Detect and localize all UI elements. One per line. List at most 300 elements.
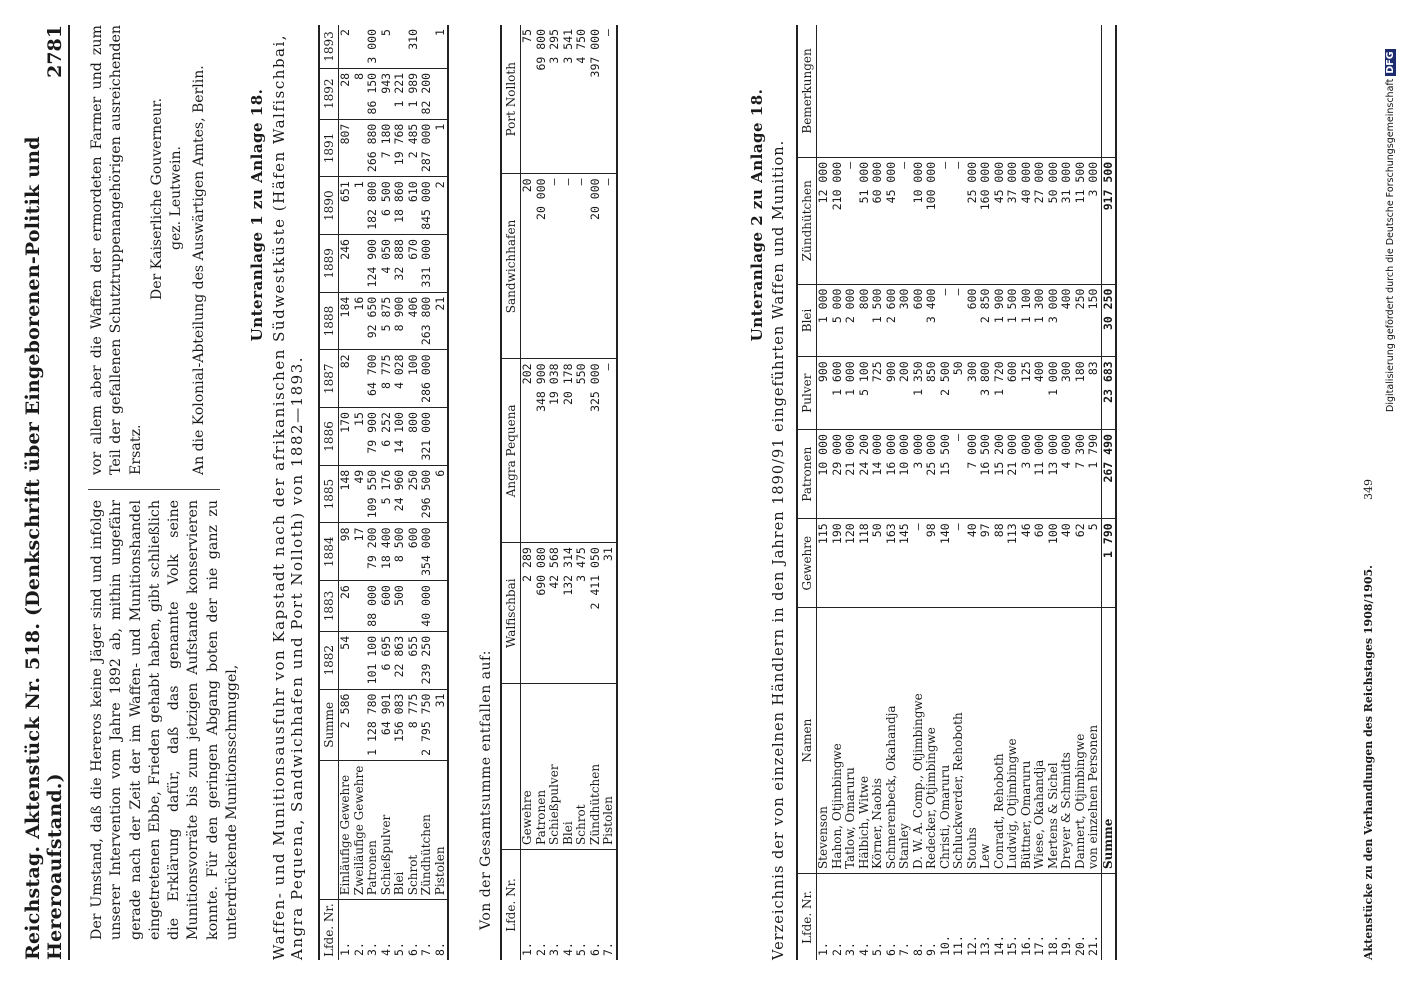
annex1-cell: 19 768 <box>393 119 407 177</box>
annex2-cell <box>898 25 912 157</box>
annex1-cell: 170 <box>339 408 353 466</box>
breakdown-cell: Blei <box>562 684 576 850</box>
breakdown-cell: Patronen <box>535 684 549 850</box>
annex1-cell: 321 000 <box>420 408 434 466</box>
annex1-cell: 24 960 <box>393 465 407 523</box>
annex1-cell: 670 <box>407 235 421 293</box>
annex2-row <box>979 25 993 960</box>
annex2-cell: 13. <box>978 935 992 956</box>
annex2-cell: — <box>912 519 926 608</box>
annex2-sum-row <box>1101 25 1116 960</box>
annex1-cell: 64 901 <box>380 689 394 761</box>
annex2-row <box>1006 25 1020 960</box>
annex2-cell: Lew <box>979 608 993 874</box>
annex2-cell: 2 500 <box>939 357 953 430</box>
annex2-cell: 145 <box>898 519 912 608</box>
annex1-cell: 184 <box>339 292 353 350</box>
annex2-cell: Redecker, Otjimbingwe <box>925 608 939 874</box>
annex2-cell: 3. <box>843 942 857 956</box>
annex2-cell: Stanley <box>898 608 912 874</box>
annex2-cell: 100 000 <box>925 157 939 284</box>
annex1-cell: 3. <box>365 942 379 956</box>
annex1-cell: 28 <box>339 68 353 119</box>
annex2-sum-cell: 1 790 <box>1101 519 1116 608</box>
annex1-cell <box>434 523 449 581</box>
annex1-cell: Schrot <box>407 761 421 900</box>
breakdown-cell: 2. <box>533 942 548 956</box>
breakdown-cell: 3 475 <box>575 543 589 684</box>
annex1-cell: 21 <box>434 292 449 350</box>
annex1-cell: 1. <box>338 942 352 956</box>
dfg-stamp-text: Digitalisierung gefördert durch die Deutsche Forschungsgemeinschaft <box>1385 78 1396 412</box>
annex2-cell: Stevenson <box>817 608 831 874</box>
annex2-cell: D. W. A. Comp., Otjimbingwe <box>912 608 926 874</box>
annex1-cell <box>353 631 367 689</box>
annex2-row <box>885 25 899 960</box>
breakdown-cell: 20 <box>521 174 535 359</box>
annex2-cell: 3 000 <box>1047 284 1061 357</box>
annex2-cell: 725 <box>871 357 885 430</box>
breakdown-cell: 7. <box>602 849 617 960</box>
annex1-cell: 5. <box>392 942 406 956</box>
annex1-row <box>407 25 421 960</box>
annex2-cell: 97 <box>979 519 993 608</box>
annex2-cell: 2. <box>829 942 844 956</box>
annex2-cell: 2 600 <box>885 284 899 357</box>
annex1-row <box>353 25 367 960</box>
annex1-cell: 2 795 750 <box>420 689 434 761</box>
annex1-cell: 8 775 <box>380 350 394 408</box>
annex1-cell: 1 989 <box>407 68 421 119</box>
annex1-cell: 5 176 <box>380 465 394 523</box>
annex2-cell <box>844 25 858 157</box>
annex1-cell: 100 <box>407 350 421 408</box>
annex1-heading: Unteranlage 1 zu Anlage 18. <box>248 88 266 342</box>
intro-text-2: vor allem aber die Waffen der ermordeten Farmer und zum Teil der gefallenen Schutztruppenangehörigen ausreichenden Ersatz. <box>89 25 144 475</box>
annex1-cell: 500 <box>393 581 407 632</box>
annex2-header-6: Zündhütchen <box>797 157 817 284</box>
annex1-header-0: Lfde. Nr. <box>319 900 339 960</box>
annex2-header-1: Namen <box>797 608 817 874</box>
page-header <box>22 25 70 960</box>
annex1-cell: 31 <box>434 689 449 761</box>
breakdown-header-0: Lfde. Nr. <box>501 849 521 960</box>
annex2-cell: 21. <box>1086 935 1100 956</box>
annex1-cell: 2 <box>434 177 449 235</box>
annex1-cell: 266 880 <box>366 119 380 177</box>
annex1-cell: 6 695 <box>380 631 394 689</box>
annex2-cell: 25 000 <box>966 157 980 284</box>
signature-name: gez. Leutwein. <box>168 146 184 250</box>
breakdown-cell: Zündhütchen <box>589 684 603 850</box>
annex2-cell: Dannert, Otjimbingwe <box>1074 608 1088 874</box>
annex2-cell: 10 000 <box>898 430 912 519</box>
annex2-cell: 16 500 <box>979 430 993 519</box>
annex2-heading: Unteranlage 2 zu Anlage 18. <box>748 88 766 342</box>
annex1-cell <box>434 235 449 293</box>
annex2-cell: — <box>952 284 966 357</box>
annex1-cell: 287 000 <box>420 119 434 177</box>
annex1-cell <box>353 350 367 408</box>
annex2-row <box>831 25 845 960</box>
annex2-cell: 9. <box>924 942 938 956</box>
annex2-cell: 5. <box>870 942 884 956</box>
breakdown-cell: — <box>602 174 617 359</box>
annex2-cell: 1 000 <box>844 357 858 430</box>
annex2-sum-cell: 30 250 <box>1101 284 1116 357</box>
signature-block <box>148 30 186 300</box>
annex2-sum-cell: 23 683 <box>1101 357 1116 430</box>
annex2-row <box>1033 25 1047 960</box>
annex1-cell: 14 100 <box>393 408 407 466</box>
annex2-cell: 1 600 <box>831 357 845 430</box>
header-rule <box>68 25 70 960</box>
annex2-cell <box>817 25 831 157</box>
annex2-header-5: Blei <box>797 284 817 357</box>
annex1-cell: 5 <box>380 25 394 68</box>
annex2-cell: 21 000 <box>844 430 858 519</box>
annex1-cell: 7. <box>419 942 433 956</box>
annex1-cell <box>434 581 449 632</box>
breakdown-intro: Von der Gesamtsumme entfallen auf: <box>478 650 494 930</box>
annex1-cell <box>353 581 367 632</box>
annex2-cell: 900 <box>817 357 831 430</box>
annex1-cell: 18 400 <box>380 523 394 581</box>
annex1-cell: 943 <box>380 68 394 119</box>
annex1-cell: 1 <box>434 119 449 177</box>
annex2-cell: — <box>898 157 912 284</box>
annex1-cell: Pistolen <box>434 761 449 900</box>
annex2-row <box>1047 25 1061 960</box>
annex2-cell <box>831 25 845 157</box>
annex1-cell: 1 <box>353 177 367 235</box>
breakdown-cell: 4 750 <box>575 25 589 174</box>
annex1-cell: 246 <box>339 235 353 293</box>
annex1-cell: 6 252 <box>380 408 394 466</box>
annex1-cell: 101 100 <box>366 631 380 689</box>
annex2-cell: 16. <box>1018 935 1033 956</box>
breakdown-cell: Schießpulver <box>548 684 562 850</box>
annex1-cell: 32 888 <box>393 235 407 293</box>
breakdown-header-4: Sandwichhafen <box>501 174 521 359</box>
annex2-cell: 2 000 <box>844 284 858 357</box>
annex1-cell <box>434 631 449 689</box>
annex2-row <box>1020 25 1034 960</box>
breakdown-cell: 4. <box>560 942 575 956</box>
annex2-header-7: Bemerkungen <box>797 25 817 157</box>
annex1-cell: 40 000 <box>420 581 434 632</box>
annex2-cell: 45 000 <box>885 157 899 284</box>
annex2-cell: 5 <box>1087 519 1101 608</box>
annex2-cell: 12 000 <box>817 157 831 284</box>
annex2-cell: 1 100 <box>1020 284 1034 357</box>
annex2-sum-cell: Summe <box>1101 608 1116 874</box>
annex2-cell: 14 000 <box>871 430 885 519</box>
annex2-cell: 4 000 <box>1060 430 1074 519</box>
annex2-cell: 18. <box>1045 935 1060 956</box>
annex2-cell: 15 200 <box>993 430 1007 519</box>
annex1-cell: Patronen <box>366 761 380 900</box>
annex1-cell: 98 <box>339 523 353 581</box>
annex1-row <box>339 25 353 960</box>
annex2-cell: 140 <box>939 519 953 608</box>
breakdown-row <box>562 25 576 960</box>
intro-text-1: Der Umstand, daß die Hereros keine Jäger sind und infolge unserer Intervention vom Jahre 1892 ab, mithin ungefähr gerade nach der Zeit der im Waffen- und Munitionshandel eingetretenen Ebbe, Frieden gehabt haben, gibt schließlich die Erklärung dafür, daß das genannte Volk seine Munitionsvorräte bis zum jetzigen Aufstande konservieren konnte. Für den geringen Abgang boten der nie ganz zu unterdrückende Munitionsschmuggel, <box>89 500 241 940</box>
annex2-sum-cell <box>1101 874 1116 960</box>
annex2-cell: 3 400 <box>925 284 939 357</box>
annex1-cell: 5 875 <box>380 292 394 350</box>
annex2-cell: Körner, Naobis <box>871 608 885 874</box>
dfg-logo: DFG <box>1385 51 1396 74</box>
annex2-cell: 7. <box>897 942 911 956</box>
breakdown-cell: 20 000 <box>589 174 603 359</box>
breakdown-row <box>589 25 603 960</box>
annex2-cell: 20. <box>1072 935 1087 956</box>
annex2-cell: 27 000 <box>1033 157 1047 284</box>
annex1-cell: 296 500 <box>420 465 434 523</box>
annex1-cell: 2 <box>339 25 353 68</box>
annex1-cell: Einläufige Gewehre <box>339 761 353 900</box>
annex2-cell: 210 000 <box>831 157 845 284</box>
breakdown-header-2: Walfischbai <box>501 543 521 684</box>
annex2-cell: Tatlow, Omaruru <box>844 608 858 874</box>
annex2-cell: 45 000 <box>993 157 1007 284</box>
annex2-row <box>844 25 858 960</box>
annex1-cell <box>420 25 434 68</box>
annex1-header-12: 1891 <box>319 119 339 177</box>
annex2-cell: 10. <box>937 935 952 956</box>
annex2-cell: 51 000 <box>858 157 872 284</box>
annex2-cell: 15. <box>1005 935 1019 956</box>
annex2-cell: 46 <box>1020 519 1034 608</box>
breakdown-header-3: Angra Pequena <box>501 359 521 543</box>
annex2-row <box>1060 25 1074 960</box>
annex2-cell <box>871 25 885 157</box>
annex1-cell <box>434 408 449 466</box>
annex2-cell: 29 000 <box>831 430 845 519</box>
annex2-cell: 600 <box>912 284 926 357</box>
annex2-cell: 10 000 <box>912 157 926 284</box>
annex2-cell: 8. <box>910 942 925 956</box>
annex2-cell: 4. <box>856 942 871 956</box>
annex2-cell <box>912 25 926 157</box>
annex2-cell: 98 <box>925 519 939 608</box>
annex1-cell <box>434 350 449 408</box>
annex1-cell: 2 485 <box>407 119 421 177</box>
breakdown-cell: — <box>548 174 562 359</box>
breakdown-cell: 20 000 <box>535 174 549 359</box>
annex1-cell: 8 900 <box>393 292 407 350</box>
breakdown-cell: Pistolen <box>602 684 617 850</box>
annex2-cell: 7 300 <box>1074 430 1088 519</box>
annex1-cell: 22 863 <box>393 631 407 689</box>
breakdown-cell: 325 000 <box>589 359 603 543</box>
breakdown-cell: 19 038 <box>548 359 562 543</box>
annex2-cell: 37 000 <box>1006 157 1020 284</box>
annex2-cell: 7 000 <box>966 430 980 519</box>
annex2-cell: 900 <box>885 357 899 430</box>
annex1-header-11: 1890 <box>319 177 339 235</box>
annex2-cell: Schluckwerder, Rehoboth <box>952 608 966 874</box>
footer-page: 349 <box>1362 479 1375 500</box>
annex1-cell: 15 <box>353 408 367 466</box>
annex2-cell: Schmerenbeck, Okahandja <box>885 608 899 874</box>
annex1-cell: 651 <box>339 177 353 235</box>
annex2-row <box>912 25 926 960</box>
annex2-cell: 21 000 <box>1006 430 1020 519</box>
annex2-cell: 24 200 <box>858 430 872 519</box>
annex2-cell: 16 000 <box>885 430 899 519</box>
annex2-cell: 300 <box>898 284 912 357</box>
annex2-cell: 14. <box>991 935 1006 956</box>
annex1-cell: 3 000 <box>366 25 380 68</box>
annex1-header-5: 1884 <box>319 523 339 581</box>
breakdown-cell: 202 <box>521 359 535 543</box>
annex2-cell: 11 000 <box>1033 430 1047 519</box>
breakdown-cell: 132 314 <box>562 543 576 684</box>
breakdown-cell: 75 <box>521 25 535 174</box>
annex2-row <box>898 25 912 960</box>
address-line: An die Kolonial-Abteilung des Auswärtigen Amtes, Berlin. <box>191 65 207 475</box>
annex2-cell: 3 000 <box>912 430 926 519</box>
annex1-cell: 109 550 <box>366 465 380 523</box>
annex1-header-9: 1888 <box>319 292 339 350</box>
breakdown-cell: 2 289 <box>521 543 535 684</box>
intro-paragraph-1 <box>88 500 242 940</box>
annex1-cell: 82 <box>339 350 353 408</box>
annex2-cell <box>858 25 872 157</box>
annex1-cell: 610 <box>407 177 421 235</box>
annex2-cell: 400 <box>1060 284 1074 357</box>
annex2-cell: 19. <box>1059 935 1073 956</box>
annex2-cell: 100 <box>1047 519 1061 608</box>
annex2-row <box>939 25 953 960</box>
annex2-cell <box>885 25 899 157</box>
annex1-cell <box>353 25 367 68</box>
annex2-cell: 60 000 <box>871 157 885 284</box>
annex1-cell: 82 200 <box>420 68 434 119</box>
annex2-row <box>952 25 966 960</box>
annex2-cell: 1 720 <box>993 357 1007 430</box>
annex2-cell: 1. <box>816 942 830 956</box>
breakdown-cell: Gewehre <box>521 684 535 850</box>
annex2-cell: 180 <box>1074 357 1088 430</box>
annex1-header-6: 1885 <box>319 465 339 523</box>
breakdown-cell: 6. <box>587 942 602 956</box>
annex2-cell: 118 <box>858 519 872 608</box>
annex1-cell: 4 050 <box>380 235 394 293</box>
annex1-row <box>420 25 434 960</box>
annex2-cell: Dreyer & Schmidts <box>1060 608 1074 874</box>
breakdown-cell: 690 080 <box>535 543 549 684</box>
annex1-header-14: 1893 <box>319 25 339 68</box>
annex2-row <box>966 25 980 960</box>
breakdown-cell: — <box>575 174 589 359</box>
annex1-cell: 49 <box>353 465 367 523</box>
breakdown-cell: — <box>602 359 617 543</box>
annex1-cell <box>407 581 421 632</box>
header-title: Reichstag. Aktenstück Nr. 518. (Denkschrift über Eingeborenen-Politik und Hereroaufstand.) <box>22 136 66 960</box>
annex2-sum-cell: 917 500 <box>1101 157 1116 284</box>
annex2-cell: 300 <box>1060 357 1074 430</box>
annex2-cell: 11 500 <box>1074 157 1088 284</box>
annex1-cell: 2 586 <box>339 689 353 761</box>
annex1-cell: 354 000 <box>420 523 434 581</box>
annex1-title: Waffen- und Munitionsausfuhr von Kapstadt nach der afrikanischen Südwestküste (Häfen Walfischbai, Angra Pequena, Sandwichhafen und Port Nolloth) von 1882—1893. <box>270 33 306 960</box>
annex1-cell: 148 <box>339 465 353 523</box>
annex2-cell: 83 <box>1087 357 1101 430</box>
annex1-breakdown-table <box>500 25 618 960</box>
annex1-header-1 <box>319 761 339 900</box>
annex2-cell: — <box>939 284 953 357</box>
annex1-header-8: 1887 <box>319 350 339 408</box>
annex2-row <box>1074 25 1088 960</box>
annex2-cell: 3 000 <box>1020 430 1034 519</box>
annex1-cell: Zündhütchen <box>420 761 434 900</box>
annex2-cell: 50 <box>952 357 966 430</box>
annex2-cell: 17. <box>1032 935 1046 956</box>
annex2-cell: 600 <box>1006 357 1020 430</box>
annex1-cell: 8 <box>353 68 367 119</box>
annex1-header-4: 1883 <box>319 581 339 632</box>
annex2-cell: 6. <box>883 942 898 956</box>
breakdown-cell: 69 800 <box>535 25 549 174</box>
annex1-cell: 310 <box>407 25 421 68</box>
annex2-cell: 1 350 <box>912 357 926 430</box>
annex1-cell: 286 000 <box>420 350 434 408</box>
annex1-row <box>366 25 380 960</box>
annex1-row <box>434 25 449 960</box>
annex2-cell <box>952 25 966 157</box>
annex2-cell: 40 <box>1060 519 1074 608</box>
annex1-cell: 18 860 <box>393 177 407 235</box>
breakdown-cell: 2 411 050 <box>589 543 603 684</box>
annex2-cell: 1 000 <box>817 284 831 357</box>
annex2-cell: 1 500 <box>871 284 885 357</box>
annex1-cell: 156 083 <box>393 689 407 761</box>
annex2-cell: Christi, Omaruru <box>939 608 953 874</box>
annex1-cell: 64 700 <box>366 350 380 408</box>
breakdown-row <box>602 25 617 960</box>
annex2-sum-cell: 267 490 <box>1101 430 1116 519</box>
breakdown-cell: 31 <box>602 543 617 684</box>
annex2-cell: 1 300 <box>1033 284 1047 357</box>
breakdown-row <box>521 25 535 960</box>
annex2-cell <box>966 25 980 157</box>
breakdown-row <box>535 25 549 960</box>
breakdown-cell: 3 541 <box>562 25 576 174</box>
annex2-cell <box>1087 25 1101 157</box>
breakdown-cell: 5. <box>574 942 588 956</box>
annex1-cell <box>353 119 367 177</box>
page-number: 2781 <box>44 25 66 78</box>
annex2-sum-cell <box>1101 25 1116 157</box>
annex1-cell: 7 180 <box>380 119 394 177</box>
annex2-header-3: Patronen <box>797 430 817 519</box>
annex1-cell: 845 000 <box>420 177 434 235</box>
annex1-header-2: Summe <box>319 689 339 761</box>
annex1-cell: 1 128 780 <box>366 689 380 761</box>
annex2-cell: — <box>844 157 858 284</box>
breakdown-cell: 1. <box>520 942 534 956</box>
annex2-cell: 400 <box>1033 357 1047 430</box>
annex2-cell: — <box>939 157 953 284</box>
dfg-stamp <box>1385 49 1396 412</box>
annex2-cell: 163 <box>885 519 899 608</box>
annex2-cell: 115 <box>817 519 831 608</box>
annex2-cell <box>979 25 993 157</box>
annex2-cell: Büttner, Omaruru <box>1020 608 1034 874</box>
